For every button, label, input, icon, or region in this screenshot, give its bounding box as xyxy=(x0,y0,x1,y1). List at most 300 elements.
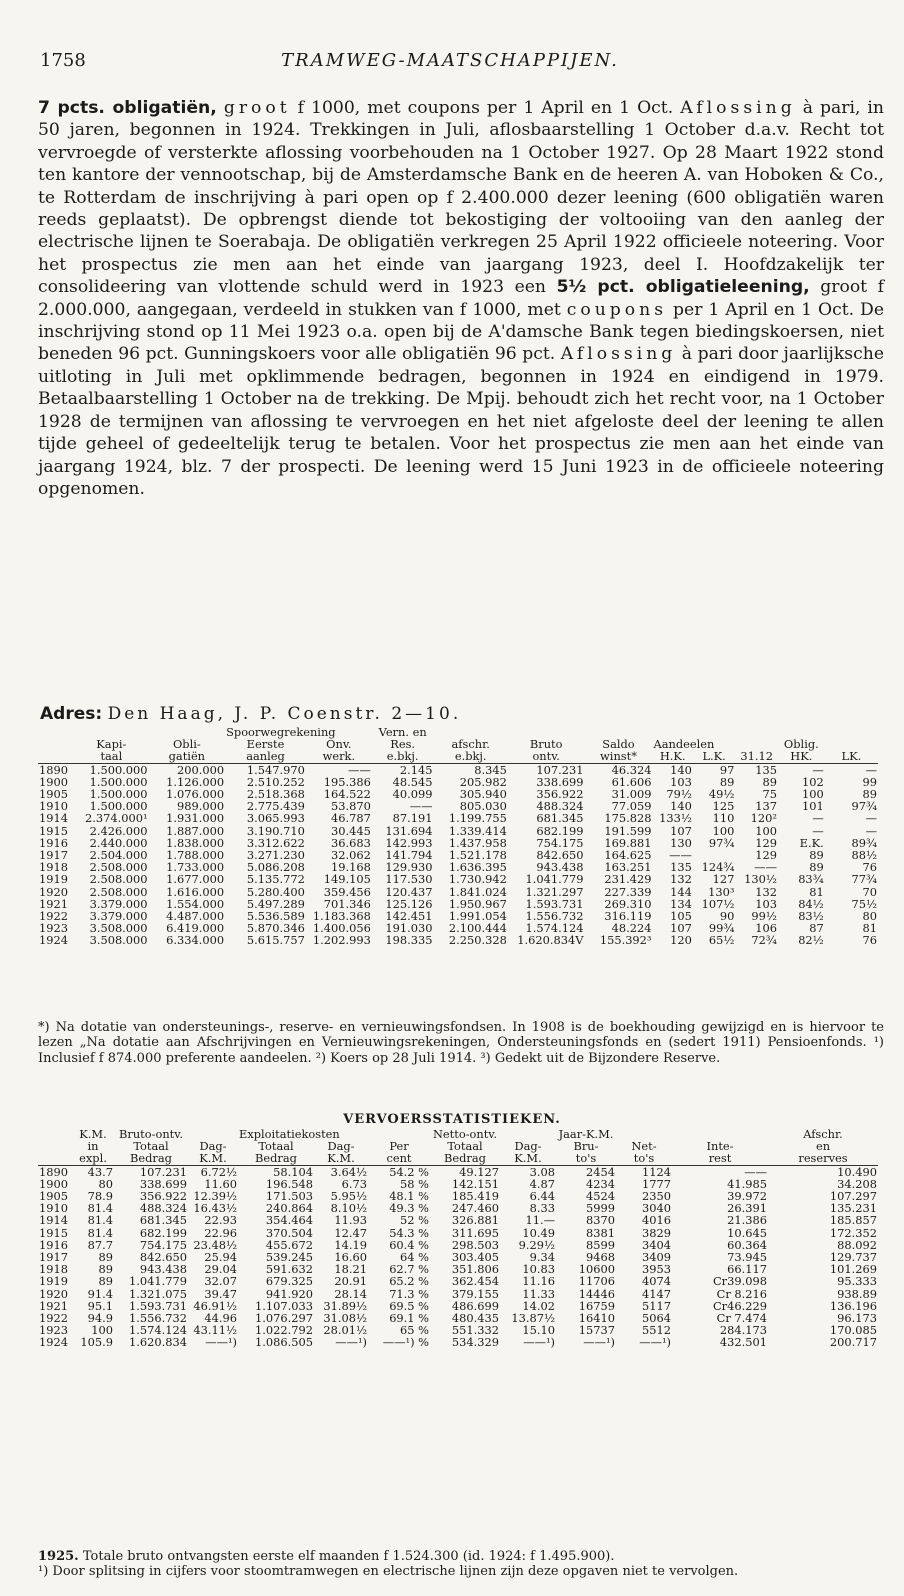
table-cell: 101 xyxy=(801,799,824,814)
footnote-text: *) Na dotatie van ondersteunings-, reserve- en vernieuwingsfondsen. In 1908 is de boekhouding gewijzigd en is hiervoor te lezen „Na dotatie aan Afschrijvingen en Vernieuwingsrekeningen, Ondersteuningsfonds en (sedert 1911) Pensioenfonds. ¹) Inclusief f 874.000 preferente aandeelen. ²) Koers op 28 Juli 1914. ³) Gedekt uit de Bijzondere Reserve. xyxy=(38,1020,884,1066)
table-cell: 200.717 xyxy=(829,1335,877,1350)
table-cell: 247.460 xyxy=(451,1201,499,1216)
table-cell: 205.982 xyxy=(459,774,507,789)
table-cell: 754.175 xyxy=(536,835,584,850)
table-cell: 62.7 % xyxy=(389,1262,429,1277)
table-cell: 5.95½ xyxy=(330,1189,367,1204)
column-header xyxy=(735,726,778,738)
table-cell: 88½ xyxy=(851,848,877,863)
table-cell: 8381 xyxy=(586,1225,615,1240)
table-cell: 54.2 % xyxy=(389,1164,429,1179)
table-cell: 356.922 xyxy=(536,787,584,802)
table-cell: 1.500.000 xyxy=(89,787,148,802)
table-cell: 81.4 xyxy=(87,1225,113,1240)
address-label: Adres: xyxy=(40,704,103,724)
text-run: à pari door jaarlijksche uitloting in Juli met opklimmende bedragen, begonnen in 1924 en eindigend in 1979. Betaalbaarstelling 1 October na de trekking. De Mpij. behoudt zich het recht voor, na 1 October 1928 de termijnen van aflossing te vervroegen en het niet afgeloste deel der leening te allen tijde geheel of gedeeltelijk terug te betalen. Voor het prospectus zie men aan het einde van jaargang 1924, blz. 7 der prospecti. De leening werd 15 Juni 1923 in de officieele noteering opgenomen. xyxy=(38,344,884,499)
year-cell: 1915 xyxy=(39,1225,68,1240)
table-cell: 196.548 xyxy=(265,1176,313,1191)
table-cell: 842.650 xyxy=(139,1250,187,1265)
table-cell: 10600 xyxy=(578,1262,615,1277)
column-header: Eerste xyxy=(246,737,285,752)
table-cell: ——¹) xyxy=(205,1335,237,1350)
table-cell: 44.96 xyxy=(204,1311,237,1326)
table-cell: 22.96 xyxy=(204,1225,237,1240)
table-header-row xyxy=(38,1152,878,1165)
text-run-spaced: coupons xyxy=(566,299,668,320)
table-cell: 1.339.414 xyxy=(448,823,507,838)
table-cell: 11706 xyxy=(578,1274,615,1289)
table-cell: 100 xyxy=(801,787,824,802)
table-cell: 94.9 xyxy=(87,1311,113,1326)
table-cell: 99¾ xyxy=(708,921,735,936)
table-cell: 125.126 xyxy=(385,896,433,911)
table-cell: 171.503 xyxy=(265,1189,313,1204)
column-header: reserves xyxy=(768,1152,878,1165)
table-cell: 682.199 xyxy=(139,1225,187,1240)
table-cell: 4074 xyxy=(642,1274,671,1289)
table-cell: 195.386 xyxy=(323,774,371,789)
table-cell: 142.151 xyxy=(451,1176,499,1191)
table-cell: 28.01½ xyxy=(323,1323,367,1338)
table-cell: 681.345 xyxy=(139,1213,187,1228)
table-cell: 4147 xyxy=(642,1286,671,1301)
table-cell: 132 xyxy=(755,884,777,899)
table-cell: 2.145 xyxy=(399,762,433,777)
table-cell: 1.991.054 xyxy=(448,909,507,924)
table-cell: 2.426.000 xyxy=(89,823,148,838)
column-header: Spoorwegrekening xyxy=(226,725,336,739)
table-cell: Cr46.229 xyxy=(712,1298,767,1313)
table-cell: 75½ xyxy=(851,896,877,911)
table-cell: 60.4 % xyxy=(389,1237,429,1252)
table-cell: 2.374.000¹ xyxy=(85,811,148,826)
table-cell: 134 xyxy=(670,896,692,911)
year-cell: 1922 xyxy=(39,1311,68,1326)
table-cell: 135 xyxy=(670,860,692,875)
table-cell: 101.269 xyxy=(829,1262,877,1277)
table-cell: 46.91½ xyxy=(193,1298,237,1313)
table-cell: 89 xyxy=(98,1262,113,1277)
table-cell: ——¹) xyxy=(335,1335,367,1350)
table-cell: 2.518.368 xyxy=(246,787,305,802)
table-cell: 87.191 xyxy=(392,811,433,826)
column-header xyxy=(38,750,74,763)
column-header xyxy=(38,1152,72,1165)
table-cell: 91.4 xyxy=(87,1286,113,1301)
table-cell: 12.39½ xyxy=(193,1189,237,1204)
table-cell: 87.7 xyxy=(87,1237,113,1252)
column-header: L.K. xyxy=(693,750,736,763)
table-cell: 26.391 xyxy=(727,1201,767,1216)
table-cell: 32.062 xyxy=(330,848,371,863)
table-cell: 1.086.505 xyxy=(255,1335,313,1350)
table-cell: 4.87 xyxy=(529,1176,555,1191)
address-value: Den Haag, J. P. Coenstr. 2—10. xyxy=(107,704,462,724)
year-cell: 1915 xyxy=(39,823,68,838)
table-cell: 141.794 xyxy=(385,848,433,863)
table-cell: 130³ xyxy=(708,884,735,899)
table-cell: 144 xyxy=(670,884,692,899)
table-cell: 16410 xyxy=(578,1311,615,1326)
table-cell: 58.104 xyxy=(273,1164,313,1179)
table-row xyxy=(38,873,878,885)
table-cell: 2.508.000 xyxy=(89,884,148,899)
table-cell: 36.683 xyxy=(330,835,371,850)
table-cell: 6.334.000 xyxy=(166,933,225,948)
financial-notes xyxy=(38,1020,884,1066)
column-header: e.bkj. xyxy=(433,750,507,763)
table-cell: 95.333 xyxy=(837,1274,877,1289)
table-cell: 5.870.346 xyxy=(246,921,305,936)
year-cell: 1890 xyxy=(39,1164,68,1179)
table-cell: 99 xyxy=(862,774,877,789)
table-cell: 130½ xyxy=(744,872,777,887)
text-run: per 1 April en 1 Oct. De inschrijving stond op 11 Mei 1923 o.a. open bij de A'damsche Bank tegen biedingskoersen, niet beneden 96 pct. Gunningskoers voor alle obligatiën 96 pct. xyxy=(38,299,884,365)
table-cell: 29.04 xyxy=(204,1262,237,1277)
table-cell: 89 xyxy=(719,774,735,789)
table-cell: 1124 xyxy=(642,1164,671,1179)
table-cell: 75 xyxy=(762,787,777,802)
table-cell: 200.000 xyxy=(177,762,225,777)
table-cell: 1.500.000 xyxy=(89,799,148,814)
column-header: HK. xyxy=(778,750,825,763)
table-cell: 89¾ xyxy=(851,835,877,850)
column-header: rest xyxy=(672,1152,768,1165)
table-cell: 3404 xyxy=(642,1237,671,1252)
column-header: Res. xyxy=(390,737,416,752)
year-cell: 1905 xyxy=(39,787,68,802)
table-cell: 1.500.000 xyxy=(89,774,148,789)
table-cell: 3.379.000 xyxy=(89,909,148,924)
table-row xyxy=(38,886,878,898)
column-header: Dag- xyxy=(514,1139,542,1154)
table-cell: 8599 xyxy=(586,1237,615,1252)
table-cell: 49.127 xyxy=(459,1164,499,1179)
table-cell: 1.931.000 xyxy=(166,811,225,826)
table-cell: 32.07 xyxy=(204,1274,237,1289)
year-cell: 1920 xyxy=(39,884,68,899)
table-row xyxy=(38,825,878,837)
table-cell: 227.339 xyxy=(604,884,652,899)
table-cell: 3040 xyxy=(642,1201,671,1216)
table-cell: 3.379.000 xyxy=(89,896,148,911)
table-cell: 1.887.000 xyxy=(166,823,225,838)
table-cell: 140 xyxy=(670,799,692,814)
table-cell: 49.3 % xyxy=(389,1201,429,1216)
table-cell: Cr39.098 xyxy=(712,1274,767,1289)
table-cell: 66.117 xyxy=(727,1262,767,1277)
table-cell: 107.231 xyxy=(139,1164,187,1179)
table-cell: 107½ xyxy=(701,896,735,911)
table-cell: 53.870 xyxy=(330,799,371,814)
year-cell: 1921 xyxy=(39,1298,68,1313)
column-header: K.M. xyxy=(314,1152,368,1165)
table-cell: 11.— xyxy=(525,1213,555,1228)
table-cell: 1.593.731 xyxy=(525,896,584,911)
table-cell: 70 xyxy=(862,884,877,899)
table-cell: 534.329 xyxy=(451,1335,499,1350)
table-cell: 5.086.208 xyxy=(246,860,305,875)
bond-heading-5half-pct: 5½ pct. obligatieleening, xyxy=(556,277,810,298)
table-cell: 129 xyxy=(755,835,777,850)
table-cell: 22.93 xyxy=(204,1213,237,1228)
table-cell: 54.3 % xyxy=(389,1225,429,1240)
table-cell: 175.828 xyxy=(604,811,652,826)
table-cell: 455.672 xyxy=(265,1237,313,1252)
table-cell: 170.085 xyxy=(829,1323,877,1338)
year-cell: 1919 xyxy=(39,1274,68,1289)
table-cell: 1.636.395 xyxy=(448,860,507,875)
table-cell: 16.60 xyxy=(334,1250,367,1265)
table-cell: 81.4 xyxy=(87,1213,113,1228)
table-cell: 48.545 xyxy=(392,774,433,789)
table-row xyxy=(38,1227,878,1239)
table-cell: 65.2 % xyxy=(389,1274,429,1289)
table-cell: 80 xyxy=(862,909,877,924)
table-cell: 120 xyxy=(670,933,692,948)
table-cell: 10.83 xyxy=(522,1262,555,1277)
table-cell: 103 xyxy=(755,896,777,911)
table-cell: 107.297 xyxy=(829,1189,877,1204)
table-cell: 97 xyxy=(719,762,735,777)
table-cell: 198.335 xyxy=(385,933,433,948)
table-cell: 1.076.000 xyxy=(166,787,225,802)
column-header: Totaal xyxy=(447,1139,483,1154)
column-header: Oblig. xyxy=(783,737,819,752)
table-cell: 11.16 xyxy=(522,1274,555,1289)
column-header: to's xyxy=(616,1152,672,1165)
table-cell: 125 xyxy=(712,799,735,814)
table-cell: 23.48½ xyxy=(193,1237,237,1252)
table-cell: 89 xyxy=(762,774,777,789)
table-cell: 78.9 xyxy=(87,1189,113,1204)
column-header: Onv. xyxy=(326,737,352,752)
table-cell: 231.429 xyxy=(604,872,652,887)
table-cell: 142.993 xyxy=(385,835,433,850)
table-cell: 5999 xyxy=(586,1201,615,1216)
bond-heading-7pct: 7 pcts. obligatiën, xyxy=(38,98,217,118)
table-cell: 81 xyxy=(862,921,877,936)
year-cell: 1918 xyxy=(39,1262,68,1277)
bond-paragraph xyxy=(38,97,884,500)
table-cell: 1.041.779 xyxy=(129,1274,187,1289)
table-cell: 80 xyxy=(98,1176,113,1191)
table-cell: 539.245 xyxy=(265,1250,313,1265)
column-header: Bedrag xyxy=(238,1152,314,1165)
table-cell: 1.126.000 xyxy=(166,774,225,789)
table-cell: 1.616.000 xyxy=(166,884,225,899)
table-cell: —— xyxy=(669,848,692,863)
column-header: e.bkj. xyxy=(372,750,434,763)
table-cell: 76 xyxy=(862,860,877,875)
table-cell: 681.345 xyxy=(536,811,584,826)
table-cell: 1.437.958 xyxy=(448,835,507,850)
table-cell: ——¹) xyxy=(523,1335,555,1350)
column-header: Bru- xyxy=(573,1139,599,1154)
table-cell: 39.47 xyxy=(204,1286,237,1301)
table-cell: 13.87½ xyxy=(511,1311,555,1326)
table-cell: 28.14 xyxy=(334,1286,367,1301)
table-cell: 82½ xyxy=(798,933,824,948)
table-cell: 97¾ xyxy=(708,835,735,850)
table-cell: 2.440.000 xyxy=(89,835,148,850)
table-cell: 127 xyxy=(712,872,735,887)
table-cell: 8.33 xyxy=(529,1201,555,1216)
table-cell: 8370 xyxy=(586,1213,615,1228)
table-cell: 9.34 xyxy=(529,1250,555,1265)
column-header: cent xyxy=(368,1152,430,1165)
column-header: aanleg xyxy=(225,750,306,763)
table-cell: 97¾ xyxy=(851,799,877,814)
table-cell: 133½ xyxy=(659,811,692,826)
note-year: 1925. xyxy=(38,1549,79,1564)
text-run-spaced: Aflossing xyxy=(680,98,796,118)
table-cell: 164.522 xyxy=(323,787,371,802)
table-cell: 338.699 xyxy=(139,1176,187,1191)
table-cell: 100 xyxy=(712,823,735,838)
table-cell: 19.168 xyxy=(330,860,371,875)
table-row xyxy=(38,812,878,824)
table-row xyxy=(38,1275,878,1287)
transport-statistics-table xyxy=(38,1128,878,1349)
table-cell: 5.536.589 xyxy=(246,909,305,924)
table-row xyxy=(38,1165,878,1178)
table-cell: 120² xyxy=(750,811,777,826)
table-cell: 89 xyxy=(98,1274,113,1289)
table-cell: 9468 xyxy=(586,1250,615,1265)
table-cell: 3.190.710 xyxy=(246,823,305,838)
table-cell: 5.615.757 xyxy=(246,933,305,948)
table-cell: —— xyxy=(754,860,777,875)
table-cell: 11.93 xyxy=(334,1213,367,1228)
table-cell: 370.504 xyxy=(265,1225,313,1240)
column-header xyxy=(38,1140,72,1152)
table-cell: — xyxy=(812,823,824,838)
table-cell: 2.504.000 xyxy=(89,848,148,863)
table-cell: 136.196 xyxy=(829,1298,877,1313)
table-cell: 2.250.328 xyxy=(448,933,507,948)
table-cell: 338.699 xyxy=(536,774,584,789)
table-cell: 185.419 xyxy=(451,1189,499,1204)
table-cell: 269.310 xyxy=(604,896,652,911)
column-header: werk. xyxy=(306,750,372,763)
table-cell: 1.620.834V xyxy=(517,933,584,948)
table-row xyxy=(38,934,878,946)
table-cell: 591.632 xyxy=(265,1262,313,1277)
bond-description xyxy=(38,97,884,500)
table-cell: 15.10 xyxy=(522,1323,555,1338)
page-header xyxy=(40,50,860,78)
table-row xyxy=(38,1214,878,1226)
year-cell: 1916 xyxy=(39,835,68,850)
table-cell: 14446 xyxy=(578,1286,615,1301)
table-cell: 8.10½ xyxy=(330,1201,367,1216)
table-cell: 84½ xyxy=(798,896,824,911)
table-cell: 49½ xyxy=(708,787,735,802)
column-header: H.K. xyxy=(653,750,693,763)
table-cell: 105 xyxy=(670,909,692,924)
table-cell: 95.1 xyxy=(87,1298,113,1313)
table-cell: 2.775.439 xyxy=(246,799,305,814)
table-cell: 110 xyxy=(712,811,735,826)
column-header: gatiën xyxy=(149,750,226,763)
year-cell: 1918 xyxy=(39,860,68,875)
year-cell: 1917 xyxy=(39,848,68,863)
table-cell: 89 xyxy=(98,1250,113,1265)
table-cell: 135.231 xyxy=(829,1201,877,1216)
table-cell: 805.030 xyxy=(459,799,507,814)
column-header: Dag- xyxy=(327,1139,355,1154)
table-cell: 1.841.024 xyxy=(448,884,507,899)
page-number: 1758 xyxy=(40,50,86,71)
table-cell: 938.89 xyxy=(837,1286,877,1301)
column-header: taal xyxy=(74,750,148,763)
table-cell: 34.208 xyxy=(837,1176,877,1191)
table-cell: 100 xyxy=(755,823,777,838)
table-cell: —— xyxy=(348,762,371,777)
table-cell: 107 xyxy=(670,921,692,936)
table-cell: 117.530 xyxy=(385,872,433,887)
table-cell: 240.864 xyxy=(265,1201,313,1216)
year-cell: 1923 xyxy=(39,1323,68,1338)
column-header xyxy=(38,1128,72,1140)
column-header: Bruto-ontv. xyxy=(119,1127,183,1141)
column-header: to's xyxy=(556,1152,616,1165)
table-cell: 3.271.230 xyxy=(246,848,305,863)
table-cell: 10.645 xyxy=(727,1225,767,1240)
table-cell: 551.332 xyxy=(451,1323,499,1338)
table-cell: 9.29½ xyxy=(518,1237,555,1252)
table-cell: 164.625 xyxy=(604,848,652,863)
table-cell: 1.400.056 xyxy=(312,921,371,936)
column-header: Saldo xyxy=(602,737,635,752)
note-text: Totale bruto ontvangsten eerste elf maanden f 1.524.300 (id. 1924: f 1.495.900). xyxy=(78,1549,615,1564)
table-cell: 99½ xyxy=(751,909,777,924)
table-cell: 359.456 xyxy=(323,884,371,899)
table-cell: 2.510.252 xyxy=(246,774,305,789)
table-cell: 107.231 xyxy=(536,762,584,777)
year-cell: 1920 xyxy=(39,1286,68,1301)
table-cell: 129.930 xyxy=(385,860,433,875)
column-header: K.M. xyxy=(79,1127,107,1141)
year-cell: 1900 xyxy=(39,1176,68,1191)
table-cell: 11.33 xyxy=(522,1286,555,1301)
table-cell: 1.183.368 xyxy=(312,909,371,924)
table-cell: 16.43½ xyxy=(193,1201,237,1216)
table-cell: ——¹) xyxy=(639,1335,671,1350)
table-cell: 5.280.400 xyxy=(246,884,305,899)
table-cell: 682.199 xyxy=(536,823,584,838)
column-header: 31.12 xyxy=(735,750,778,763)
table-cell: 298.503 xyxy=(451,1237,499,1252)
table-cell: 149.105 xyxy=(323,872,371,887)
table-cell: 142.451 xyxy=(385,909,433,924)
table-cell: 3.08 xyxy=(529,1164,555,1179)
table-cell: 124¾ xyxy=(701,860,735,875)
table-cell: 1.733.000 xyxy=(166,860,225,875)
table-cell: 6.72½ xyxy=(200,1164,237,1179)
table-cell: ——¹) xyxy=(583,1335,615,1350)
table-cell: 21.386 xyxy=(727,1213,767,1228)
table-cell: 754.175 xyxy=(139,1237,187,1252)
table-cell: 14.02 xyxy=(522,1298,555,1313)
footnote-text: ¹) Door splitsing in cijfers voor stoomtramwegen en electrische lijnen zijn deze opgaven niet te vervolgen. xyxy=(38,1564,739,1579)
column-header: Exploitatiekosten xyxy=(239,1127,340,1141)
table-cell: 486.699 xyxy=(451,1298,499,1313)
table-cell: 1.547.970 xyxy=(246,762,305,777)
column-header: K.M. xyxy=(188,1152,238,1165)
table-cell: 96.173 xyxy=(837,1311,877,1326)
